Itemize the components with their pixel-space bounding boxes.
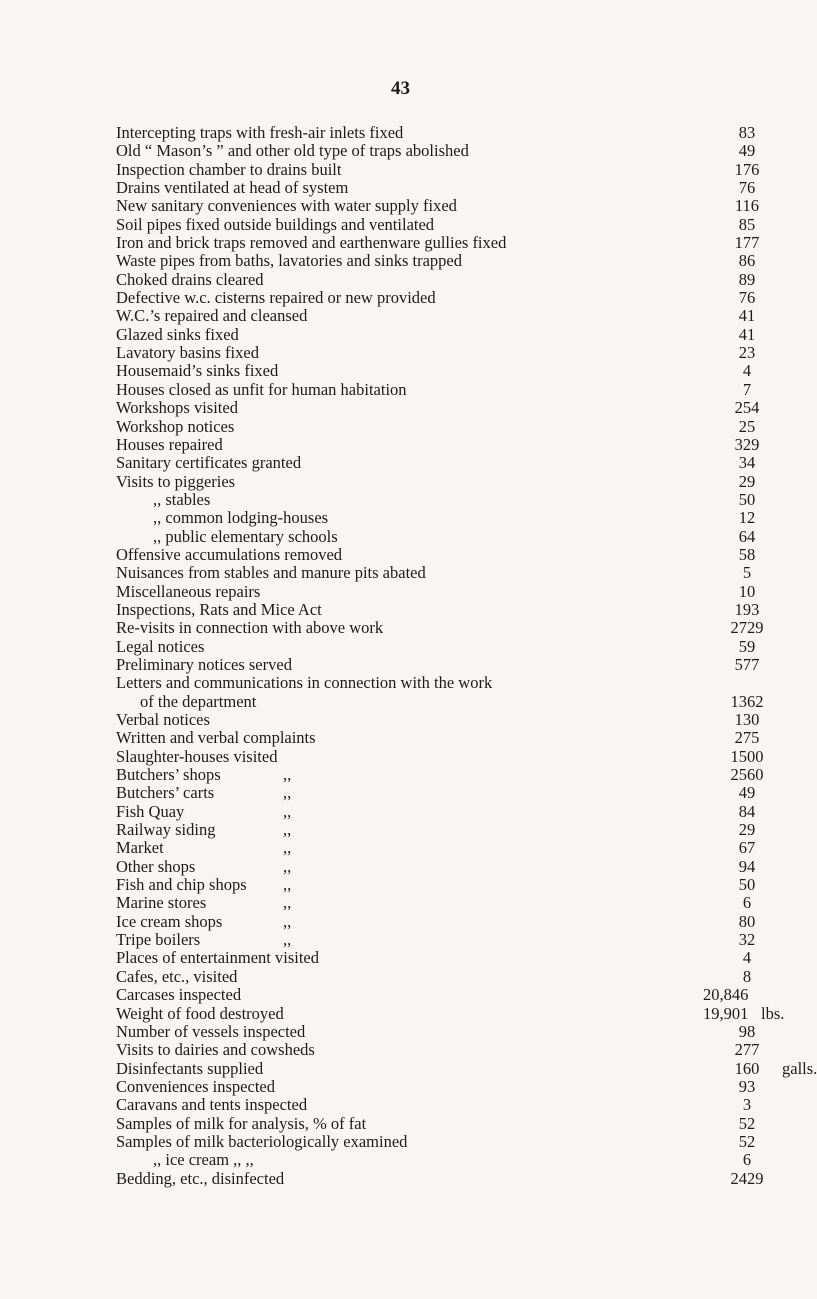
list-item: [116, 1078, 796, 1096]
row-value: 275: [734, 728, 760, 748]
row-value: 160: [734, 1058, 760, 1078]
row-value: 34: [738, 453, 756, 473]
list-item: [116, 252, 796, 270]
row-value: 116: [734, 196, 760, 216]
list-item: [116, 674, 796, 692]
row-label: Verbal notices: [116, 710, 210, 729]
row-label: Defective w.c. cisterns repaired or new provided: [116, 288, 436, 308]
row-value: 50: [738, 489, 756, 509]
row-value: 6: [742, 893, 752, 913]
row-label: ,, public elementary schools: [153, 526, 338, 546]
list-item: [116, 1115, 796, 1133]
row-label: Iron and brick traps removed and earthenware gullies fixed: [116, 233, 507, 253]
row-value: 94: [738, 856, 756, 876]
row-unit: galls.: [782, 1058, 817, 1078]
list-item: [116, 546, 796, 564]
list-item: [116, 326, 796, 344]
row-value: 6: [742, 1150, 752, 1170]
row-label: Marine stores: [116, 893, 207, 913]
list-item: [116, 124, 796, 142]
row-label: Butchers’ carts: [116, 783, 215, 803]
row-value: 329: [734, 434, 760, 454]
row-label: Railway siding: [116, 820, 216, 840]
row-unit: lbs.: [761, 1003, 785, 1023]
row-value: 49: [738, 783, 756, 803]
row-value: 83: [738, 123, 756, 142]
row-label: Legal notices: [116, 636, 205, 656]
row-value: 76: [738, 178, 756, 198]
row-label: Preliminary notices served: [116, 654, 292, 674]
row-label: Fish and chip shops: [116, 875, 247, 895]
row-label: Cafes, etc., visited: [116, 966, 238, 986]
row-value: 3: [742, 1095, 752, 1115]
row-label: Houses closed as unfit for human habitation: [116, 379, 407, 399]
row-value: 577: [734, 654, 760, 674]
row-label: ,, stables: [153, 489, 211, 509]
row-value: 7: [742, 379, 752, 399]
row-label: Visits to dairies and cowsheds: [116, 1040, 315, 1060]
row-label: W.C.’s repaired and cleansed: [116, 306, 308, 326]
row-value: 29: [738, 820, 756, 840]
row-label: Fish Quay: [116, 801, 185, 821]
row-value: 254: [734, 398, 760, 418]
row-label: Re-visits in connection with above work: [116, 618, 384, 638]
row-label: Glazed sinks fixed: [116, 324, 239, 344]
ditto-mark: ,,: [283, 930, 292, 950]
row-value: 176: [734, 159, 760, 179]
list-item: [116, 491, 796, 509]
row-value: 59: [738, 636, 756, 656]
list-item: [116, 729, 796, 747]
list-item: [116, 234, 796, 252]
list-item: [116, 381, 796, 399]
ditto-mark: ,,: [283, 911, 292, 931]
row-value: 277: [734, 1040, 760, 1060]
row-label: Samples of milk bacteriologically examined: [116, 1131, 408, 1151]
list-item: [116, 986, 796, 1004]
list-item: [116, 748, 796, 766]
ditto-mark: ,,: [283, 875, 292, 895]
row-label: Workshops visited: [116, 398, 238, 418]
list-item: [116, 931, 796, 949]
row-label: Lavatory basins fixed: [116, 343, 259, 363]
row-label: Workshop notices: [116, 416, 235, 436]
row-value: 50: [738, 875, 756, 895]
row-value: 67: [738, 838, 756, 858]
list-item: [116, 1151, 796, 1169]
row-label: Carcases inspected: [116, 985, 242, 1005]
list-item: [116, 619, 796, 637]
row-value: 1362: [730, 691, 764, 711]
row-value: 85: [738, 214, 756, 234]
row-value: 52: [738, 1113, 756, 1133]
list-item: [116, 601, 796, 619]
row-label: of the department: [140, 691, 257, 711]
list-item: [116, 473, 796, 491]
row-label: Ice cream shops: [116, 911, 223, 931]
ditto-mark: ,,: [283, 765, 292, 785]
ditto-mark: ,,: [283, 838, 292, 858]
ditto-mark: ,,: [283, 856, 292, 876]
list-item: [116, 968, 796, 986]
list-item: [116, 1005, 796, 1023]
row-value: 80: [738, 911, 756, 931]
row-value: 41: [738, 324, 756, 344]
row-label: Inspection chamber to drains built: [116, 159, 342, 179]
row-value: 19,901: [703, 1003, 749, 1023]
row-value: 1500: [730, 746, 764, 766]
row-label: Offensive accumulations removed: [116, 544, 343, 564]
row-label: Butchers’ shops: [116, 765, 221, 785]
list-item: [116, 289, 796, 307]
list-item: [116, 307, 796, 325]
row-label: Waste pipes from baths, lavatories and sinks trapped: [116, 251, 463, 271]
row-label: Houses repaired: [116, 434, 223, 454]
list-item: [116, 821, 796, 839]
row-label: Weight of food destroyed: [116, 1003, 284, 1023]
list-item: [116, 528, 796, 546]
row-value: 89: [738, 269, 756, 289]
list-item: [116, 638, 796, 656]
row-label: Number of vessels inspected: [116, 1021, 306, 1041]
row-value: 20,846: [703, 985, 749, 1005]
list-item: [116, 656, 796, 674]
list-item: [116, 1023, 796, 1041]
row-label: Miscellaneous repairs: [116, 581, 261, 601]
row-label: Slaughter-houses visited: [116, 746, 278, 766]
list-item: [116, 583, 796, 601]
list-item: [116, 858, 796, 876]
list-item: [116, 839, 796, 857]
row-value: 29: [738, 471, 756, 491]
row-label: Market: [116, 838, 164, 858]
list-item: [116, 949, 796, 967]
list-item: [116, 766, 796, 784]
row-value: 130: [734, 710, 760, 729]
row-value: 177: [734, 233, 760, 253]
list-item: [116, 1133, 796, 1151]
row-label: Nuisances from stables and manure pits abated: [116, 563, 426, 583]
row-label: Old “ Mason’s ” and other old type of traps abolished: [116, 141, 469, 161]
row-label: Visits to piggeries: [116, 471, 236, 491]
ditto-mark: ,,: [283, 893, 292, 913]
row-value: 4: [742, 948, 752, 968]
list-item: [116, 509, 796, 527]
row-value: 8: [742, 966, 752, 986]
row-value: 32: [738, 930, 756, 950]
list-item: [116, 216, 796, 234]
list-item: [116, 693, 796, 711]
list-item: [116, 1170, 796, 1188]
list-item: [116, 418, 796, 436]
row-label: Other shops: [116, 856, 196, 876]
row-label: Soil pipes fixed outside buildings and ventilated: [116, 214, 435, 234]
row-value: 2560: [730, 765, 764, 785]
list-item: [116, 179, 796, 197]
row-label: ,, ice cream ,, ,,: [153, 1150, 254, 1170]
list-item: [116, 564, 796, 582]
list-item: [116, 454, 796, 472]
row-label: Caravans and tents inspected: [116, 1095, 308, 1115]
list-item: [116, 344, 796, 362]
ditto-mark: ,,: [283, 801, 292, 821]
row-label: ,, common lodging-houses: [153, 508, 329, 528]
list-item: [116, 399, 796, 417]
row-value: 12: [738, 508, 756, 528]
row-label: New sanitary conveniences with water supply fixed: [116, 196, 457, 216]
row-label: Bedding, etc., disinfected: [116, 1168, 285, 1188]
page-number: 43: [391, 78, 410, 99]
row-label: Housemaid’s sinks fixed: [116, 361, 279, 381]
list-item: [116, 362, 796, 380]
row-value: 98: [738, 1021, 756, 1041]
row-value: 76: [738, 288, 756, 308]
list-item: [116, 436, 796, 454]
row-value: 4: [742, 361, 752, 381]
list-item: [116, 803, 796, 821]
ditto-mark: ,,: [283, 820, 292, 840]
row-label: Conveniences inspected: [116, 1076, 275, 1096]
row-label: Choked drains cleared: [116, 269, 264, 289]
row-value: 23: [738, 343, 756, 363]
list-item: [116, 1058, 817, 1078]
row-value: 52: [738, 1131, 756, 1151]
ditto-mark: ,,: [283, 783, 292, 803]
list-item: [116, 711, 796, 729]
list-item: [116, 161, 796, 179]
row-value: 86: [738, 251, 756, 271]
list-item: [116, 876, 796, 894]
row-value: 84: [738, 801, 756, 821]
row-value: 25: [738, 416, 756, 436]
row-value: 41: [738, 306, 756, 326]
row-value: 2729: [730, 618, 764, 638]
list-item: [116, 271, 796, 289]
row-label: Disinfectants supplied: [116, 1058, 264, 1078]
statistics-list: [116, 123, 817, 1188]
list-item: [116, 142, 796, 160]
row-label: Tripe boilers: [116, 930, 201, 950]
row-value: 49: [738, 141, 756, 161]
row-label: Letters and communications in connection with the work: [116, 673, 493, 693]
row-value: 193: [734, 599, 760, 619]
row-label: Written and verbal complaints: [116, 728, 316, 748]
row-label: Sanitary certificates granted: [116, 453, 302, 473]
row-value: 58: [738, 544, 756, 564]
row-label: Drains ventilated at head of system: [116, 178, 349, 198]
list-item: [116, 913, 796, 931]
list-item: [116, 1096, 796, 1114]
row-label: Intercepting traps with fresh-air inlets fixed: [116, 123, 404, 142]
row-value: 10: [738, 581, 756, 601]
row-label: Places of entertainment visited: [116, 948, 319, 968]
row-value: 5: [742, 563, 752, 583]
list-item: [116, 894, 796, 912]
row-value: 2429: [730, 1168, 764, 1188]
row-value: 93: [738, 1076, 756, 1096]
list-item: [116, 197, 796, 215]
row-label: Inspections, Rats and Mice Act: [116, 599, 322, 619]
row-value: 64: [738, 526, 756, 546]
list-item: [116, 784, 796, 802]
row-label: Samples of milk for analysis, % of fat: [116, 1113, 367, 1133]
list-item: [116, 1041, 796, 1059]
